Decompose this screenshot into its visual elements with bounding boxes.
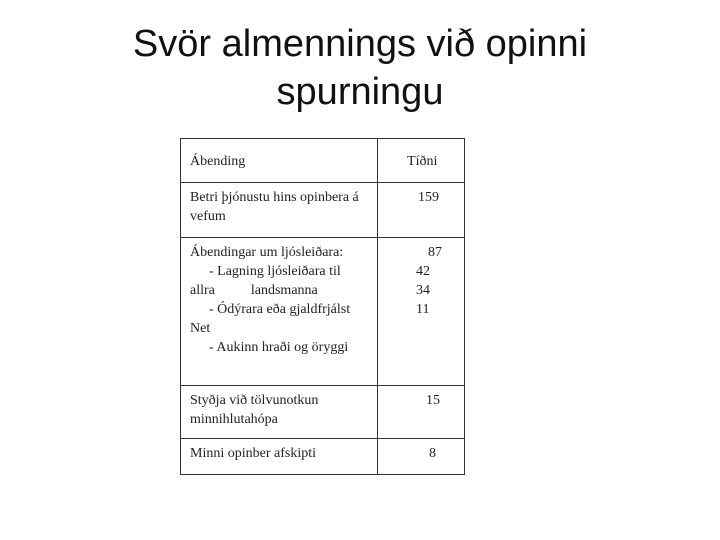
topic-cell [181,386,378,439]
freq-value: 42 [416,264,431,279]
freq-value: 34 [416,283,431,298]
topic-subitem-part: landsmanna [250,283,318,298]
topic-text: Minni opinber afskipti [190,446,316,461]
topic-cell [181,439,378,475]
topic-cell [181,238,378,386]
topic-subitem-part: allra [190,283,215,298]
table-row [181,183,465,238]
header-freq-label: Tíðni [407,154,438,169]
freq-value: 159 [418,190,440,205]
header-freq-cell [378,139,465,183]
topic-subitem-wrap [190,281,369,300]
topic-subitem-wrap: Net [190,321,211,336]
freq-value: 8 [429,446,437,461]
topic-cell [181,183,378,238]
slide-title-line-2: spurningu [276,71,444,113]
topic-text: Betri þjónustu hins opinbera á [190,190,359,205]
table-row [181,439,465,475]
topic-subitem: - Ódýrara eða gjaldfrjálst [209,302,351,317]
topic-text: Ábendingar um ljósleiðara: [190,245,344,260]
topic-text: minnihlutahópa [190,412,278,427]
results-table [180,138,465,475]
freq-cell [378,439,465,475]
freq-value: 15 [426,393,441,408]
slide-title [60,20,660,116]
table-header-row [181,139,465,183]
topic-subitem: - Lagning ljósleiðara til [209,264,341,279]
freq-value: 87 [428,245,443,260]
freq-cell [378,386,465,439]
topic-subitem: - Aukinn hraði og öryggi [209,340,349,355]
table-row [181,238,465,386]
freq-value: 11 [416,302,430,317]
freq-cell [378,238,465,386]
slide-title-line-1: Svör almennings við opinni [132,23,588,65]
header-topic-cell [181,139,378,183]
table-row [181,386,465,439]
topic-text: Styðja við tölvunotkun [190,393,319,408]
topic-text: vefum [190,209,226,224]
freq-cell [378,183,465,238]
header-topic-label: Ábending [190,154,246,169]
